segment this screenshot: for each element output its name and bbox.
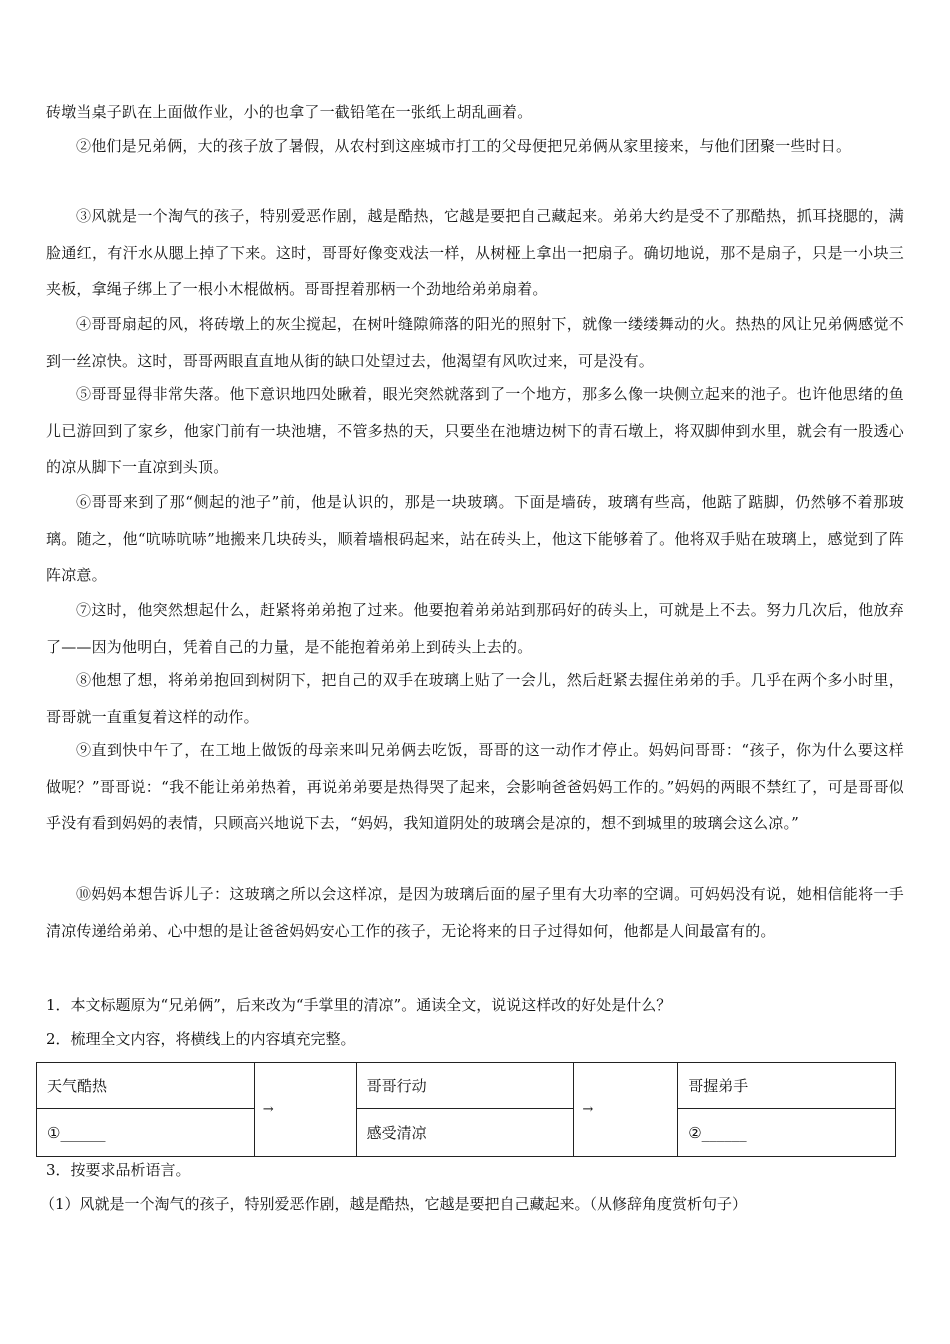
paragraph-5: ⑤哥哥显得非常失落。他下意识地四处瞅着，眼光突然就落到了一个地方，那多么像一块侧立起来的池子。也许他思绪的鱼儿已游回到了家乡，他家门前有一块池塘，不管多热的天，只要坐在池塘边树下的青石墩上，将双脚伸到水里，就会有一股透心的凉从脚下一直凉到头顶。: [46, 385, 904, 476]
question-2: 2．梳理全文内容，将横线上的内容填充完整。: [46, 1030, 356, 1048]
flow-arrow-1: →: [254, 1063, 356, 1157]
question-3-1: （1）风就是一个淘气的孩子，特别爱恶作剧，越是酷热，它越是要把自己藏起来。（从修辞角度赏析句子）: [40, 1195, 748, 1213]
flow-arrow-2: →: [574, 1063, 678, 1157]
question-3: 3．按要求品析语言。: [46, 1161, 191, 1179]
flow-cell-feel-cool: 感受清凉: [356, 1109, 574, 1157]
flow-cell-hold-hand: 哥握弟手: [678, 1063, 896, 1109]
flow-table: [36, 1062, 896, 1157]
paragraph-7: ⑦这时，他突然想起什么，赶紧将弟弟抱了过来。他要抱着弟弟站到那码好的砖头上，可就是上不去。努力几次后，他放弃了——因为他明白，凭着自己的力量，是不能抱着弟弟上到砖头上去的。: [46, 601, 904, 656]
paragraph-6: ⑥哥哥来到了那“侧起的池子”前，他是认识的，那是一块玻璃。下面是墙砖，玻璃有些高，他踮了踮脚，仍然够不着那玻璃。随之，他“吭哧吭哧”地搬来几块砖头，顺着墙根码起来，站在砖头上，他这下能够着了。他将双手贴在玻璃上，感觉到了阵阵凉意。: [46, 493, 904, 584]
flow-cell-brother-action: 哥哥行动: [356, 1063, 574, 1109]
paragraph-2: ②他们是兄弟俩，大的孩子放了暑假，从农村到这座城市打工的父母便把兄弟俩从家里接来，与他们团聚一些时日。: [76, 137, 852, 155]
paragraph-9: ⑨直到快中午了，在工地上做饭的母亲来叫兄弟俩去吃饭，哥哥的这一动作才停止。妈妈问哥哥：“孩子，你为什么要这样做呢？”哥哥说：“我不能让弟弟热着，再说弟弟要是热得哭了起来，会影响爸爸妈妈工作的。”妈妈的两眼不禁红了，可是哥哥似乎没有看到妈妈的表情，只顾高兴地说下去，“妈妈，我知道阴处的玻璃会是凉的，想不到城里的玻璃会这么凉。”: [46, 741, 904, 832]
flow-blank-2[interactable]: ②______: [678, 1109, 896, 1157]
paragraph-8: ⑧他想了想，将弟弟抱回到树阴下，把自己的双手在玻璃上贴了一会儿，然后赶紧去握住弟弟的手。几乎在两个多小时里，哥哥就一直重复着这样的动作。: [46, 671, 904, 726]
flow-cell-weather: 天气酷热: [37, 1063, 255, 1109]
paragraph-3: ③风就是一个淘气的孩子，特别爱恶作剧，越是酷热，它越是要把自己藏起来。弟弟大约是受不了那酷热，抓耳挠腮的，满脸通红，有汗水从腮上掉了下来。这时，哥哥好像变戏法一样，从树桠上拿出一把扇子。确切地说，那不是扇子，只是一小块三夹板，拿绳子绑上了一根小木棍做柄。哥哥捏着那柄一个劲地给弟弟扇着。: [46, 207, 904, 298]
question-1: 1．本文标题原为“兄弟俩”，后来改为“手掌里的清凉”。通读全文，说说这样改的好处是什么？: [46, 996, 672, 1014]
flow-blank-1[interactable]: ①______: [37, 1109, 255, 1157]
paragraph-10: ⑩妈妈本想告诉儿子：这玻璃之所以会这样凉，是因为玻璃后面的屋子里有大功率的空调。可妈妈没有说，她相信能将一手清凉传递给弟弟、心中想的是让爸爸妈妈安心工作的孩子，无论将来的日子过得如何，他都是人间最富有的。: [46, 885, 904, 940]
paragraph-4: ④哥哥扇起的风，将砖墩上的灰尘搅起，在树叶缝隙筛落的阳光的照射下，就像一缕缕舞动的火。热热的风让兄弟俩感觉不到一丝凉快。这时，哥哥两眼直直地从街的缺口处望过去，他渴望有风吹过来，可是没有。: [46, 315, 904, 370]
paragraph-1-continued: 砖墩当桌子趴在上面做作业，小的也拿了一截铅笔在一张纸上胡乱画着。: [46, 103, 533, 121]
